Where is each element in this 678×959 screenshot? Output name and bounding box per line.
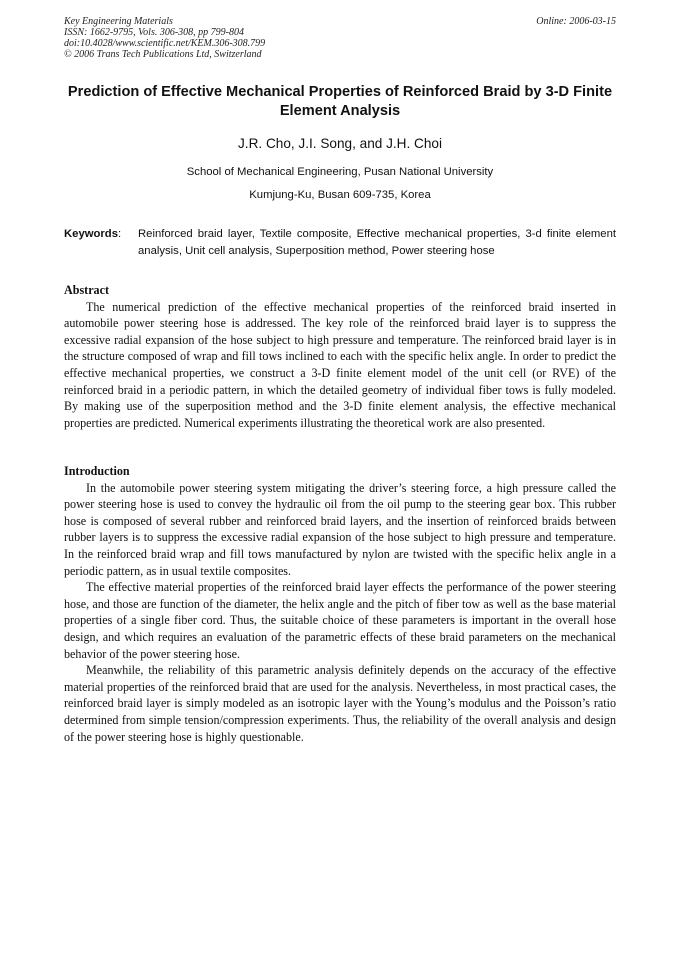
affiliation-line-2: Kumjung-Ku, Busan 609-735, Korea	[249, 189, 431, 201]
keywords-label: Keywords:	[64, 228, 122, 240]
online-date: Online: 2006-03-15	[536, 16, 616, 27]
abstract-section	[64, 282, 616, 431]
abstract-heading: Abstract	[64, 283, 110, 297]
journal-header	[64, 16, 616, 60]
affiliation-line-1: School of Mechanical Engineering, Pusan National University	[186, 166, 494, 178]
abstract-body: The numerical prediction of the effective mechanical properties of the reinforced braid inserted in automobile power steering hose is addressed. The key role of the reinforced braid layer is to suppress the excessive radial expansion of the hose subject to high pressure and temperature. The reinforced braid layer is in the structure composed of wrap and fill tows inclined to each with the specific helix angle. In order to predict the effective mechanical properties, we construct a 3-D finite element model of the unit cell (or RVE) of the reinforced braid in a periodic pattern, in which the detailed geometry of individual fiber tows is fully modeled. By making use of the superposition method and the 3-D finite element analysis, the effective mechanical properties are predicted. Numerical experiments illustrating the theoretical work are also presented.	[64, 299, 616, 430]
paper-title: Prediction of Effective Mechanical Properties of Reinforced Braid by 3-D Finite Element Analysis	[67, 84, 613, 119]
keywords-text: Reinforced braid layer, Textile composite, Effective mechanical properties, 3-d finite element analysis, Unit cell analysis, Superposition method, Power steering hose	[138, 228, 616, 257]
citation-block	[64, 16, 616, 60]
copyright-line: © 2006 Trans Tech Publications Ltd, Switzerland	[64, 49, 262, 60]
introduction-heading: Introduction	[64, 464, 130, 478]
paper-authors: J.R. Cho, J.I. Song, and J.H. Choi	[238, 136, 442, 151]
journal-name: Key Engineering Materials	[64, 16, 173, 27]
intro-paragraph: The effective material properties of the reinforced braid layer effects the performance of the power steering hose, and those are function of the diameter, the helix angle and the pitch of fiber tow as well as the base material properties of a single fiber cord. Thus, the suitable choice of these parameters is important in the overall hose design, and which requires an evaluation of the parametric effects of these braid parameters on the mechanical behavior of the power steering hose.	[64, 580, 616, 661]
keywords-block	[64, 226, 616, 260]
intro-paragraph: In the automobile power steering system mitigating the driver’s steering force, a high pressure called the power steering hose is used to convey the hydraulic oil from the oil pump to the steering gear box. This rubber hose is composed of several rubber and reinforced braid layers, and the insertion of reinforced braids between rubber layers is to suppress the excessive radial expansion of the hose subject to high pressure and temperature. In the reinforced braid wrap and fill tows manufactured by nylon are twisted with the specific helix angle in a periodic pattern, as in usual textile composites.	[64, 480, 616, 578]
issn-line: ISSN: 1662-9795, Vols. 306-308, pp 799-804	[64, 27, 244, 38]
introduction-section	[64, 463, 616, 745]
intro-paragraph: Meanwhile, the reliability of this parametric analysis definitely depends on the accuracy of the effective material properties of the reinforced braid that are used for the analysis. Nevertheless, in most practical cases, the reinforced braid layer is simply modeled as an isotropic layer with the Young’s modulus and the Poisson’s ratio determined from simple tension/compression experiments. Thus, the reliability of the overall analysis and design of the power steering hose is highly questionable.	[64, 663, 616, 744]
doi-line[interactable]: doi:10.4028/www.scientific.net/KEM.306-308.799	[64, 38, 266, 49]
